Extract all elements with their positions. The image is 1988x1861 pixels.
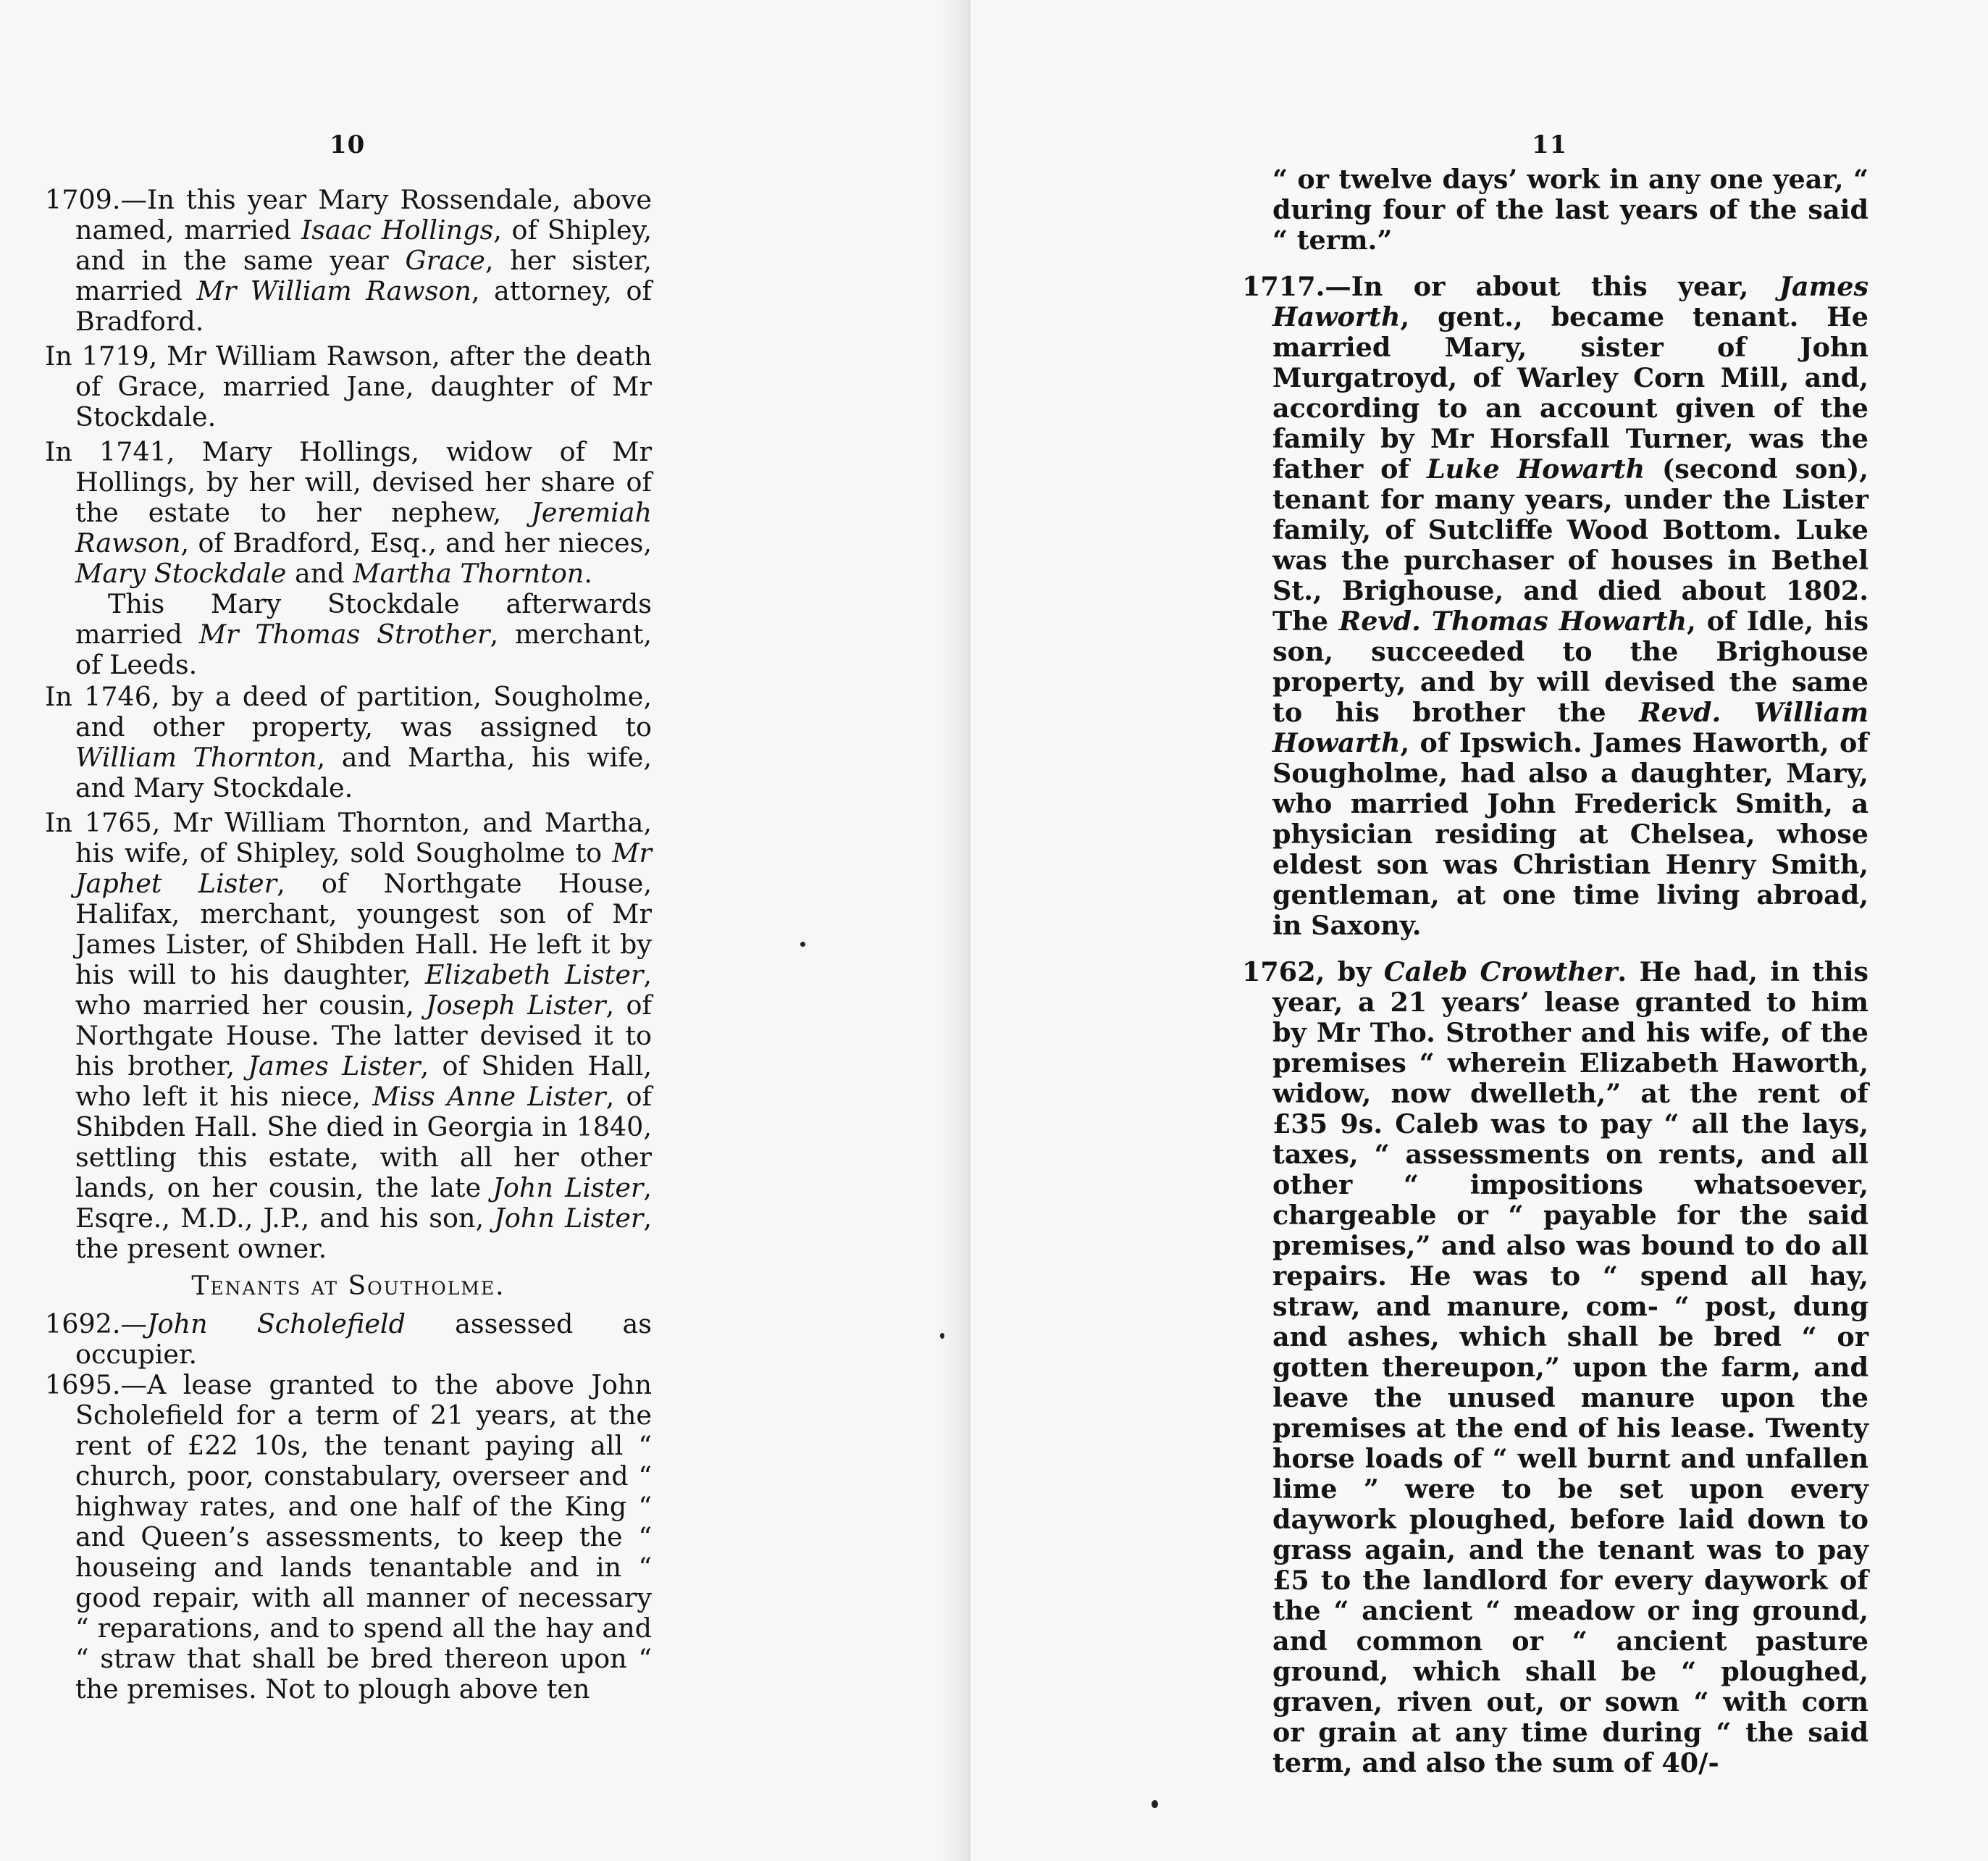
paragraph-1692: 1692.—John Scholefield assessed as occupier. — [45, 1308, 653, 1370]
paragraph-1746: In 1746, by a deed of partition, Sougholme, and other property, was assigned to William Thornton, and Martha, his wife, and Mary Stockdale. — [45, 681, 653, 803]
paragraph-continuation: “ or twelve days’ work in any one year, “ during four of the last years of the said “ term.” — [1272, 164, 1869, 256]
left-page — [0, 0, 986, 1861]
section-heading: Tenants at Southolme. — [191, 1271, 506, 1301]
left-page-text — [45, 185, 652, 1709]
paragraph-stockdale-note: This Mary Stockdale afterwards married Mr Thomas Strother, merchant, of Leeds. — [75, 588, 653, 680]
paragraph-1695: 1695.—A lease granted to the above John Scholefield for a term of 21 years, at the rent of £22 10s, the tenant paying all “ church, poor, constabulary, overseer and “ highway rates, and one half of the King “ and Queen’s assessments, to keep the “ houseing and lands tenantable and in “ good repair, with all manner of necessary “ reparations, and to spend all the hay and “ straw that shall be bred thereon upon “ the premises. Not to plough above ten — [45, 1369, 652, 1705]
right-page — [970, 0, 1988, 1861]
paragraph-1709: 1709.—In this year Mary Rossendale, above named, married Isaac Hollings, of Shipley, and in the same year Grace, her sister, married Mr William Rawson, attorney, of Bradford. — [45, 184, 652, 337]
paragraph-1762: 1762, by Caleb Crowther. He had, in this year, a 21 years’ lease granted to him by Mr Tho. Strother and his wife, of the premises “ wherein Elizabeth Haworth, widow, now dwelleth,” at the rent of £35 9s. Caleb was to pay “ all the lays, taxes, “ assessments on rents, and all other “ impositions whatsoever, chargeable or “ payable for the said premises,” and also was bound to do all repairs. He was to “ spend all hay, straw, and manure, com- “ post, dung and ashes, which shall be bred “ or gotten thereupon,” upon the farm, and leave the unused manure upon the premises at the end of his lease. Twenty horse loads of “ well burnt and unfallen lime ” were to be set upon every daywork ploughed, before laid down to grass again, and the tenant was to pay £5 to the landlord for every daywork of the “ ancient “ meadow or ing ground, and common or “ ancient pasture ground, which shall be “ ploughed, graven, riven out, or sown “ with corn or grain at any time during “ the said term, and also the sum of 40/- — [1242, 956, 1869, 1778]
paragraph-1719: In 1719, Mr William Rawson, after the death of Grace, married Jane, daughter of Mr Stockdale. — [45, 340, 652, 432]
paragraph-1741: In 1741, Mary Hollings, widow of Mr Hollings, by her will, devised her share of the estate to her nephew, Jeremiah Rawson, of Bradford, Esq., and her nieces, Mary Stockdale and Martha Thornton. — [45, 436, 652, 589]
ink-speck — [800, 942, 805, 947]
right-page-text — [1242, 164, 1869, 1783]
paragraph-1765: In 1765, Mr William Thornton, and Martha, his wife, of Shipley, sold Sougholme to Mr Japhet Lister, of Northgate House, Halifax, merchant, youngest son of Mr James Lister, of Shibden Hall. He left it by his will to his daughter, Elizabeth Lister, who married her cousin, Joseph Lister, of Northgate House. The latter devised it to his brother, James Lister, of Shiden Hall, who left it his niece, Miss Anne Lister, of Shibden Hall. She died in Georgia in 1840, settling this estate, with all her other lands, on her cousin, the late John Lister, Esqre., M.D., J.P., and his son, John Lister, the present owner. — [45, 807, 652, 1264]
page-number: 10 — [330, 130, 366, 159]
ink-speck — [1152, 1800, 1158, 1808]
page-number: 11 — [1532, 130, 1568, 159]
paragraph-1717: 1717.—In or about this year, James Haworth, gent., became tenant. He married Mary, sister of John Murgatroyd, of Warley Corn Mill, and, according to an account given of the family by Mr Horsfall Turner, was the father of Luke Howarth (second son), tenant for many years, under the Lister family, of Sutcliffe Wood Bottom. Luke was the purchaser of houses in Bethel St., Brighouse, and died about 1802. The Revd. Thomas Howarth, of Idle, his son, succeeded to the Brighouse property, and by will devised the same to his brother the Revd. William Howarth, of Ipswich. James Haworth, of Sougholme, had also a daughter, Mary, who married John Frederick Smith, a physician residing at Chelsea, whose eldest son was Christian Henry Smith, gentleman, at one time living abroad, in Saxony. — [1242, 271, 1869, 941]
